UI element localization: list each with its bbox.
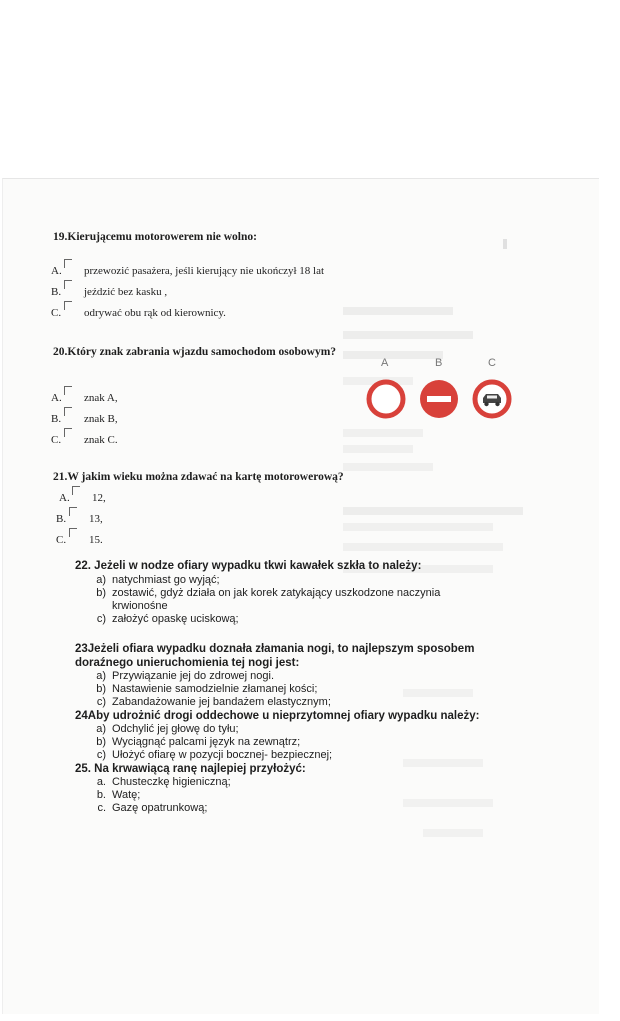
q25-title: 25. Na krwawiącą ranę najlepiej przyłożyć: [75, 763, 306, 775]
option-letter: c) [96, 613, 106, 625]
option-text: natychmiast go wyjąć; [112, 574, 220, 586]
option-letter: a. [96, 776, 106, 788]
option-text: 15. [89, 534, 103, 546]
option-text: jeździć bez kasku , [84, 286, 168, 298]
q19-option-a[interactable] [51, 265, 324, 277]
q23-title-line2: doraźnego unieruchomienia tej nogi jest: [75, 657, 300, 669]
option-text: przewozić pasażera, jeśli kierujący nie ukończył 18 lat [84, 265, 325, 277]
option-letter: B. [51, 286, 62, 298]
option-text: znak A, [84, 392, 118, 404]
q23-option-c[interactable] [89, 696, 331, 709]
q22-title: 22. Jeżeli w nodze ofiary wypadku tkwi kawałek szkła to należy: [75, 560, 422, 572]
q20-option-b[interactable] [51, 413, 118, 425]
checkbox-icon[interactable] [69, 507, 77, 516]
option-text: Chusteczkę higieniczną; [112, 776, 231, 788]
no-entry-icon [419, 379, 459, 419]
option-text: zostawić, gdyż działa on jak korek zatykający uszkodzone naczynia [112, 587, 441, 599]
option-letter: A. [51, 265, 62, 277]
option-letter: c) [96, 749, 106, 761]
option-text: 13, [89, 513, 103, 525]
option-text: Watę; [112, 789, 141, 801]
q21-title: 21.W jakim wieku można zdawać na kartę motorowerową? [53, 471, 344, 483]
option-text: 12, [92, 492, 106, 504]
q24-option-a[interactable] [89, 723, 239, 736]
option-letter: B. [56, 513, 67, 525]
option-letter: c) [96, 696, 106, 708]
option-letter: A. [51, 392, 62, 404]
q19-title: 19.Kierującemu motorowerem nie wolno: [53, 231, 257, 243]
option-text: znak B, [84, 413, 118, 425]
q25-option-a[interactable] [89, 776, 231, 789]
checkbox-icon[interactable] [64, 259, 72, 268]
option-text: założyć opaskę uciskową; [112, 613, 239, 625]
checkbox-icon[interactable] [72, 486, 80, 495]
no-vehicles-icon [366, 379, 406, 419]
q22-option-b-cont [89, 600, 168, 613]
option-letter: b. [96, 789, 106, 801]
q24-option-b[interactable] [89, 736, 300, 749]
option-letter [89, 600, 106, 613]
q20-option-c[interactable] [51, 434, 118, 446]
option-text: Przywiązanie jej do zdrowej nogi. [112, 670, 275, 682]
option-text: znak C. [84, 434, 118, 446]
q20-title: 20.Który znak zabrania wjazdu samochodom osobowym? [53, 346, 337, 358]
checkbox-icon[interactable] [64, 428, 72, 437]
sign-label-b: B [435, 357, 443, 369]
option-letter: A. [59, 492, 70, 504]
q25-option-c[interactable] [89, 802, 207, 815]
sign-label-a: A [381, 357, 389, 369]
option-text: Nastawienie samodzielnie złamanej kości; [112, 683, 318, 695]
scanned-page [2, 178, 599, 1014]
option-letter: a) [96, 723, 106, 735]
q23-title-line1: 23Jeżeli ofiara wypadku doznała złamania nogi, to najlepszym sposobem [75, 643, 475, 655]
q21-option-b[interactable] [56, 513, 103, 525]
option-text: Ułożyć ofiarę w pozycji bocznej- bezpiecznej; [112, 749, 333, 761]
q23-option-a[interactable] [89, 670, 274, 683]
q25-option-b[interactable] [89, 789, 140, 802]
option-text: odrywać obu rąk od kierownicy. [84, 307, 226, 319]
q22-option-c[interactable] [89, 613, 239, 626]
checkbox-icon[interactable] [64, 280, 72, 289]
q22-option-b[interactable] [89, 587, 440, 600]
option-text: Gazę opatrunkową; [112, 802, 208, 814]
option-letter: C. [51, 434, 62, 446]
option-letter: B. [51, 413, 62, 425]
q21-option-c[interactable] [56, 534, 103, 546]
q21-option-a[interactable] [59, 492, 106, 504]
option-text: Wyciągnąć palcami język na zewnątrz; [112, 736, 301, 748]
option-letter: b) [96, 736, 106, 748]
option-letter: a) [96, 574, 106, 586]
q19-option-c[interactable] [51, 307, 226, 319]
checkbox-icon[interactable] [69, 528, 77, 537]
option-text: Odchylić jej głowę do tyłu; [112, 723, 239, 735]
q20-option-a[interactable] [51, 392, 118, 404]
option-letter: C. [51, 307, 62, 319]
checkbox-icon[interactable] [64, 301, 72, 310]
option-letter: a) [96, 670, 106, 682]
option-text: krwionośne [112, 600, 168, 612]
option-letter: c. [97, 802, 106, 814]
q22-option-a[interactable] [89, 574, 220, 587]
option-text: Zabandażowanie jej bandażem elastycznym; [112, 696, 331, 708]
checkbox-icon[interactable] [64, 386, 72, 395]
no-cars-icon [472, 379, 512, 419]
option-letter: C. [56, 534, 67, 546]
sign-label-c: C [488, 357, 496, 369]
q19-option-b[interactable] [51, 286, 167, 298]
option-letter: b) [96, 683, 106, 695]
q24-option-c[interactable] [89, 749, 332, 762]
q23-option-b[interactable] [89, 683, 317, 696]
q24-title: 24Aby udrożnić drogi oddechowe u nieprzytomnej ofiary wypadku należy: [75, 710, 480, 722]
checkbox-icon[interactable] [64, 407, 72, 416]
option-letter: b) [96, 587, 106, 599]
